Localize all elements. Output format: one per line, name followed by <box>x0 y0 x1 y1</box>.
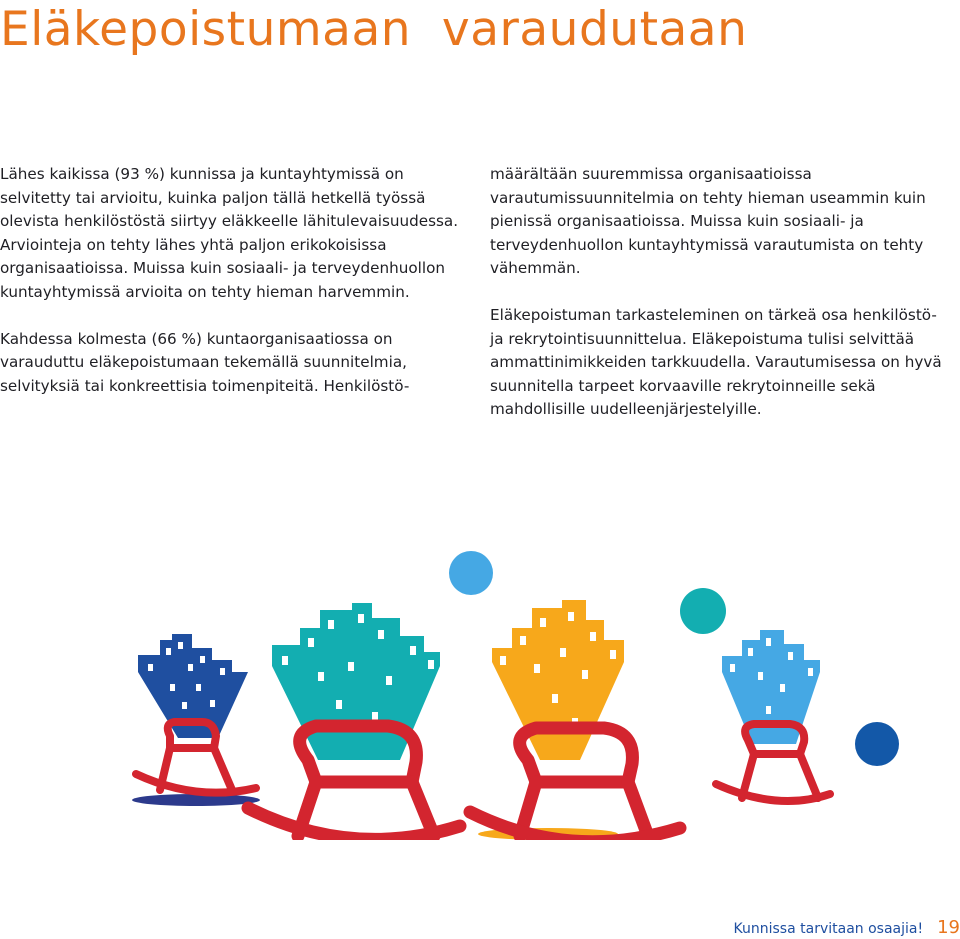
ball-teal <box>680 588 726 634</box>
paragraph: Kahdessa kolmesta (66 %) kuntaorganisaatiossa on varauduttu eläkepoistumaan tekemällä suunnitelmia, selvityksiä tai konkreettisia toimenpiteitä. Henkilöstö- <box>0 329 410 395</box>
ball-royal-blue <box>855 722 899 766</box>
paragraph: määrältään suuremmissa organisaatioissa varautumissuunnitelmia on tehty hieman useammin kuin pienissä organisaatioissa. Muissa kuin sosiaali- ja terveydenhuollon kuntayhtymissä varautumista on tehty vähemmän. <box>490 165 926 277</box>
shadow-navy <box>132 794 260 806</box>
ball-light-blue <box>449 551 493 595</box>
right-text-column <box>490 163 955 445</box>
left-text-column <box>0 163 465 422</box>
footer-tagline: Kunnissa tarvitaan osaajia! <box>733 921 924 937</box>
paragraph: Lähes kaikissa (93 %) kunnissa ja kuntayhtymissä on selvitetty tai arvioitu, kuinka paljon tällä hetkellä työssä olevista henkilöstöstä siirtyy eläkkeelle lähitulevaisuudessa. Arviointeja on tehty lähes yhtä paljon erikokoisissa organisaatioissa. Muissa kuin sosiaali- ja terveydenhuollon kuntayhtymissä arvioita on tehty hieman harvemmin. <box>0 165 459 301</box>
page-footer <box>734 918 960 938</box>
city-orange <box>492 600 624 760</box>
page-number: 19 <box>937 917 960 938</box>
rocking-chairs-city-illustration <box>0 540 960 840</box>
page-title: Eläkepoistumaan varaudutaan <box>0 2 748 57</box>
paragraph: Eläkepoistuman tarkasteleminen on tärkeä osa henkilöstö- ja rekrytointisuunnittelua. Eläkepoistuma tulisi selvittää ammattinimikkeiden tarkkuudella. Varautumisessa on hyvä suunnitella tarpeet korvaaville rekrytoinneille sekä mahdollisille uudelleenjärjestelyille. <box>490 306 942 418</box>
